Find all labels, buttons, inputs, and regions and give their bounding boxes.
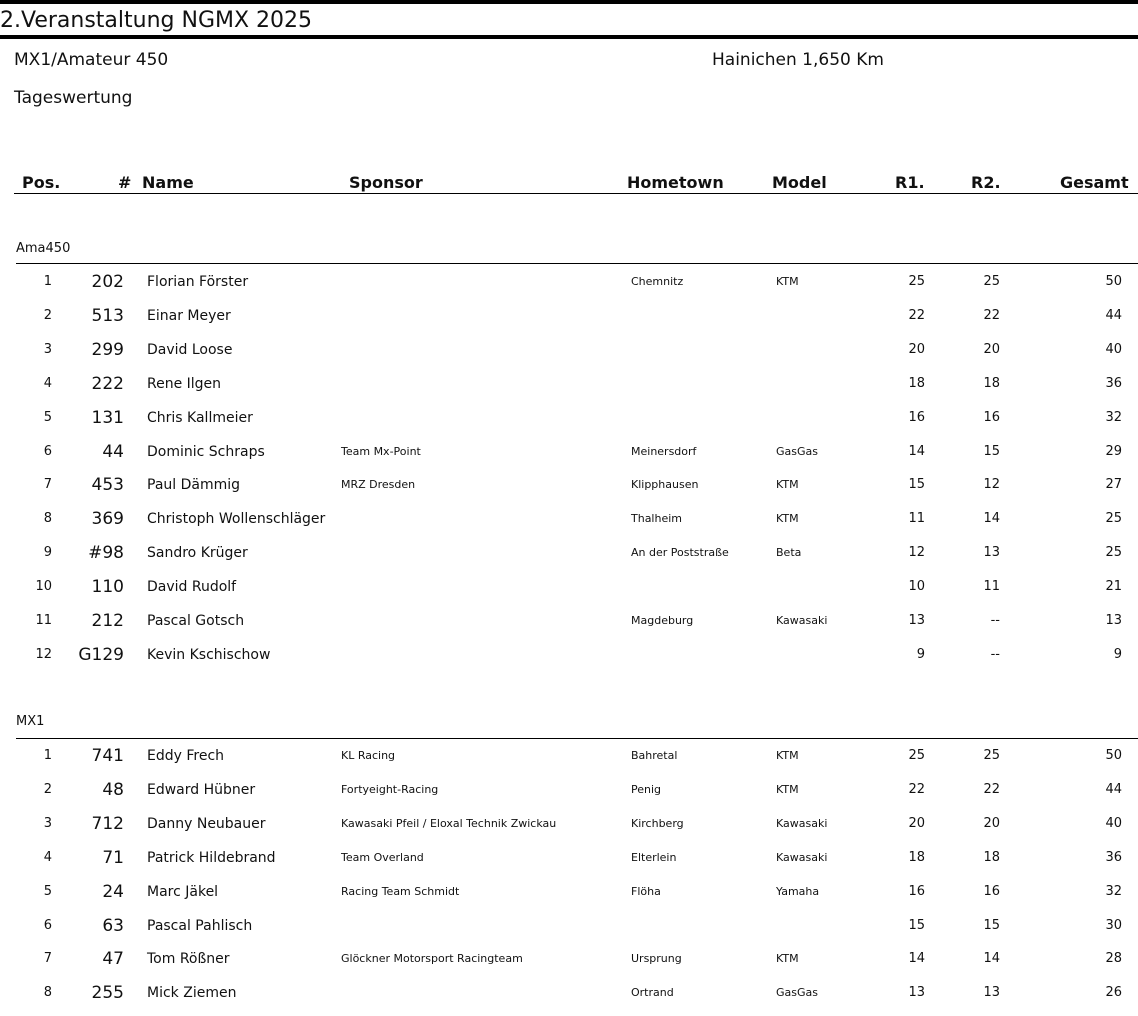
cell-hometown: Ursprung [631, 952, 682, 966]
cell-pos: 12 [35, 646, 52, 662]
venue-label: Hainichen 1,650 Km [712, 50, 884, 70]
cell-model: KTM [776, 275, 799, 288]
cell-r2: 18 [983, 375, 1000, 391]
cell-r1: 13 [908, 985, 925, 1001]
page-title: 2.Veranstaltung NGMX 2025 [0, 8, 313, 33]
table-row [0, 604, 1138, 638]
cell-total: 21 [1105, 579, 1122, 595]
cell-model: KTM [776, 478, 799, 492]
table-row [0, 807, 1138, 841]
cell-pos: 6 [43, 917, 52, 933]
cell-model: KTM [776, 512, 799, 526]
cell-total: 13 [1105, 613, 1122, 628]
cell-number: 24 [102, 881, 124, 902]
cell-total: 25 [1105, 511, 1122, 527]
cell-r2: 14 [983, 511, 1000, 527]
cell-r2: 13 [983, 985, 1000, 1001]
table-row [0, 367, 1138, 401]
cell-total: 36 [1105, 849, 1122, 865]
cell-model: Kawasaki [776, 816, 828, 830]
cell-pos: 5 [43, 883, 52, 899]
table-row [0, 570, 1138, 604]
cell-model: GasGas [776, 444, 818, 458]
cell-r2: 15 [983, 917, 1000, 933]
col-header-pos: Pos. [22, 173, 61, 192]
section-label: MX1 [16, 714, 45, 729]
cell-name: Pascal Gotsch [147, 613, 245, 629]
cell-hometown: Magdeburg [631, 614, 694, 627]
table-row [0, 299, 1138, 333]
cell-number: 71 [102, 847, 124, 868]
table-row [0, 841, 1138, 875]
cell-total: 28 [1105, 951, 1122, 967]
table-row [0, 265, 1138, 299]
cell-pos: 5 [43, 409, 52, 425]
cell-pos: 7 [43, 951, 52, 967]
cell-r1: 9 [916, 646, 925, 662]
cell-r1: 15 [908, 477, 925, 493]
cell-hometown: An der Poststraße [631, 546, 729, 560]
cell-total: 29 [1105, 443, 1122, 459]
cell-total: 50 [1105, 748, 1122, 763]
cell-name: Paul Dämmig [147, 477, 241, 494]
cell-number: 453 [91, 475, 124, 496]
cell-hometown: Penig [631, 782, 662, 796]
cell-number: 741 [91, 746, 124, 766]
cell-r1: 18 [908, 375, 925, 391]
cell-name: David Loose [147, 341, 233, 358]
cell-r1: 25 [908, 748, 925, 763]
cell-pos: 6 [43, 443, 52, 459]
cell-name: Marc Jäkel [147, 883, 219, 900]
cell-hometown: Flöha [631, 884, 661, 898]
cell-total: 40 [1105, 341, 1122, 357]
cell-model: KTM [776, 749, 799, 762]
cell-number: 202 [91, 272, 124, 292]
col-header-total: Gesamt [1060, 173, 1129, 192]
cell-number: 299 [91, 339, 124, 360]
cell-number: G129 [78, 644, 124, 665]
cell-number: 222 [91, 373, 124, 394]
cell-pos: 3 [43, 341, 52, 357]
cell-name: Rene Ilgen [147, 375, 222, 392]
cell-r2: 22 [983, 307, 1000, 323]
cell-number: 513 [91, 305, 124, 326]
cell-name: Eddy Frech [147, 748, 225, 764]
section-label: Ama450 [16, 241, 71, 256]
cell-name: Chris Kallmeier [147, 409, 253, 426]
cell-r1: 20 [908, 341, 925, 357]
cell-total: 32 [1105, 883, 1122, 899]
table-row [0, 875, 1138, 909]
cell-hometown: Chemnitz [631, 275, 684, 288]
cell-hometown: Bahretal [631, 749, 678, 762]
cell-r1: 16 [908, 409, 925, 425]
cell-number: 48 [102, 779, 124, 800]
cell-r1: 22 [908, 781, 925, 797]
cell-r1: 22 [908, 307, 925, 323]
cell-name: Mick Ziemen [147, 985, 237, 1002]
cell-r1: 14 [908, 443, 925, 459]
cell-number: 63 [102, 915, 124, 936]
results-subtitle: Tageswertung [14, 88, 133, 108]
cell-r2: 18 [983, 849, 1000, 865]
cell-hometown: Elterlein [631, 850, 677, 864]
col-header-hometown: Hometown [627, 173, 724, 192]
cell-total: 32 [1105, 409, 1122, 425]
cell-r1: 10 [908, 579, 925, 595]
cell-r2: 12 [983, 477, 1000, 493]
cell-model: Beta [776, 546, 802, 560]
cell-pos: 2 [43, 307, 52, 323]
cell-model: Kawasaki [776, 850, 828, 864]
cell-r2: 13 [983, 545, 1000, 561]
cell-name: David Rudolf [147, 579, 237, 596]
cell-total: 40 [1105, 815, 1122, 831]
cell-pos: 7 [43, 477, 52, 493]
cell-total: 36 [1105, 375, 1122, 391]
cell-r2: -- [990, 613, 1000, 628]
cell-total: 44 [1105, 781, 1122, 797]
cell-hometown: Kirchberg [631, 816, 684, 830]
cell-r2: 16 [983, 883, 1000, 899]
cell-r2: 25 [983, 748, 1000, 763]
cell-sponsor: Glöckner Motorsport Racingteam [341, 952, 523, 966]
cell-r2: 22 [983, 781, 1000, 797]
cell-r1: 14 [908, 951, 925, 967]
cell-model: Yamaha [776, 884, 820, 898]
cell-sponsor: MRZ Dresden [341, 478, 416, 492]
cell-pos: 8 [43, 985, 52, 1001]
cell-number: 712 [91, 813, 124, 834]
table-row [0, 909, 1138, 943]
cell-total: 26 [1105, 985, 1122, 1001]
cell-pos: 1 [43, 274, 52, 289]
cell-r1: 13 [908, 613, 925, 628]
cell-pos: 1 [43, 748, 52, 763]
cell-total: 9 [1113, 646, 1122, 662]
cell-r1: 12 [908, 545, 925, 561]
cell-name: Patrick Hildebrand [147, 849, 276, 866]
cell-number: 44 [102, 441, 124, 462]
cell-pos: 4 [43, 375, 52, 391]
cell-name: Pascal Pahlisch [147, 917, 253, 934]
cell-sponsor: Racing Team Schmidt [341, 884, 460, 898]
header-rule [14, 193, 1138, 194]
cell-sponsor: Team Overland [341, 850, 424, 864]
cell-number: 131 [91, 407, 124, 428]
cell-hometown: Ortrand [631, 986, 674, 1000]
cell-model: KTM [776, 952, 799, 966]
cell-r1: 16 [908, 883, 925, 899]
cell-number: 212 [91, 611, 124, 631]
cell-sponsor: Team Mx-Point [341, 444, 421, 458]
cell-total: 44 [1105, 307, 1122, 323]
cell-r2: 14 [983, 951, 1000, 967]
cell-total: 50 [1105, 274, 1122, 289]
cell-number: 110 [91, 577, 124, 598]
cell-r2: 20 [983, 815, 1000, 831]
cell-name: Florian Förster [147, 274, 249, 290]
cell-hometown: Meinersdorf [631, 444, 697, 458]
table-row [0, 739, 1138, 773]
cell-name: Christoph Wollenschläger [147, 511, 326, 528]
cell-sponsor: KL Racing [341, 749, 396, 762]
cell-pos: 3 [43, 815, 52, 831]
table-row [0, 536, 1138, 570]
table-row [0, 435, 1138, 469]
cell-r2: 15 [983, 443, 1000, 459]
cell-pos: 2 [43, 781, 52, 797]
cell-name: Einar Meyer [147, 307, 231, 324]
cell-sponsor: Kawasaki Pfeil / Eloxal Technik Zwickau [341, 816, 557, 830]
cell-pos: 11 [35, 613, 52, 628]
cell-r2: 11 [983, 579, 1000, 595]
cell-name: Danny Neubauer [147, 815, 266, 832]
cell-hometown: Klipphausen [631, 478, 699, 492]
cell-total: 30 [1105, 917, 1122, 933]
table-row [0, 638, 1138, 672]
table-row [0, 468, 1138, 502]
cell-r2: 20 [983, 341, 1000, 357]
cell-model: GasGas [776, 986, 818, 1000]
cell-name: Sandro Krüger [147, 545, 248, 562]
table-row [0, 333, 1138, 367]
cell-total: 25 [1105, 545, 1122, 561]
col-header-r2: R2. [971, 173, 1001, 192]
col-header-sponsor: Sponsor [349, 173, 423, 192]
class-name: MX1/Amateur 450 [14, 50, 169, 70]
cell-hometown: Thalheim [631, 512, 682, 526]
table-row [0, 942, 1138, 976]
cell-r1: 11 [908, 511, 925, 527]
cell-r2: -- [990, 646, 1000, 662]
cell-r1: 15 [908, 917, 925, 933]
cell-pos: 4 [43, 849, 52, 865]
table-row [0, 401, 1138, 435]
table-row [0, 976, 1138, 1010]
section-rule [16, 263, 1138, 264]
cell-r1: 18 [908, 849, 925, 865]
cell-number: 369 [91, 509, 124, 530]
table-row [0, 502, 1138, 536]
cell-name: Tom Rößner [147, 951, 230, 968]
cell-number: 255 [91, 983, 124, 1004]
cell-number: 47 [102, 949, 124, 970]
cell-model: Kawasaki [776, 614, 828, 627]
table-row [0, 773, 1138, 807]
cell-r1: 25 [908, 274, 925, 289]
cell-r1: 20 [908, 815, 925, 831]
cell-name: Kevin Kschischow [147, 646, 271, 663]
cell-name: Edward Hübner [147, 781, 256, 798]
cell-pos: 8 [43, 511, 52, 527]
cell-pos: 10 [35, 579, 52, 595]
col-header-r1: R1. [895, 173, 925, 192]
cell-r2: 25 [983, 274, 1000, 289]
cell-model: KTM [776, 782, 799, 796]
cell-pos: 9 [43, 545, 52, 561]
cell-r2: 16 [983, 409, 1000, 425]
cell-name: Dominic Schraps [147, 443, 265, 460]
cell-total: 27 [1105, 477, 1122, 493]
cell-sponsor: Fortyeight-Racing [341, 782, 439, 796]
cell-number: #98 [88, 543, 124, 564]
col-header-name: Name [142, 173, 194, 192]
col-header-number: # [118, 173, 132, 192]
col-header-model: Model [772, 173, 827, 192]
